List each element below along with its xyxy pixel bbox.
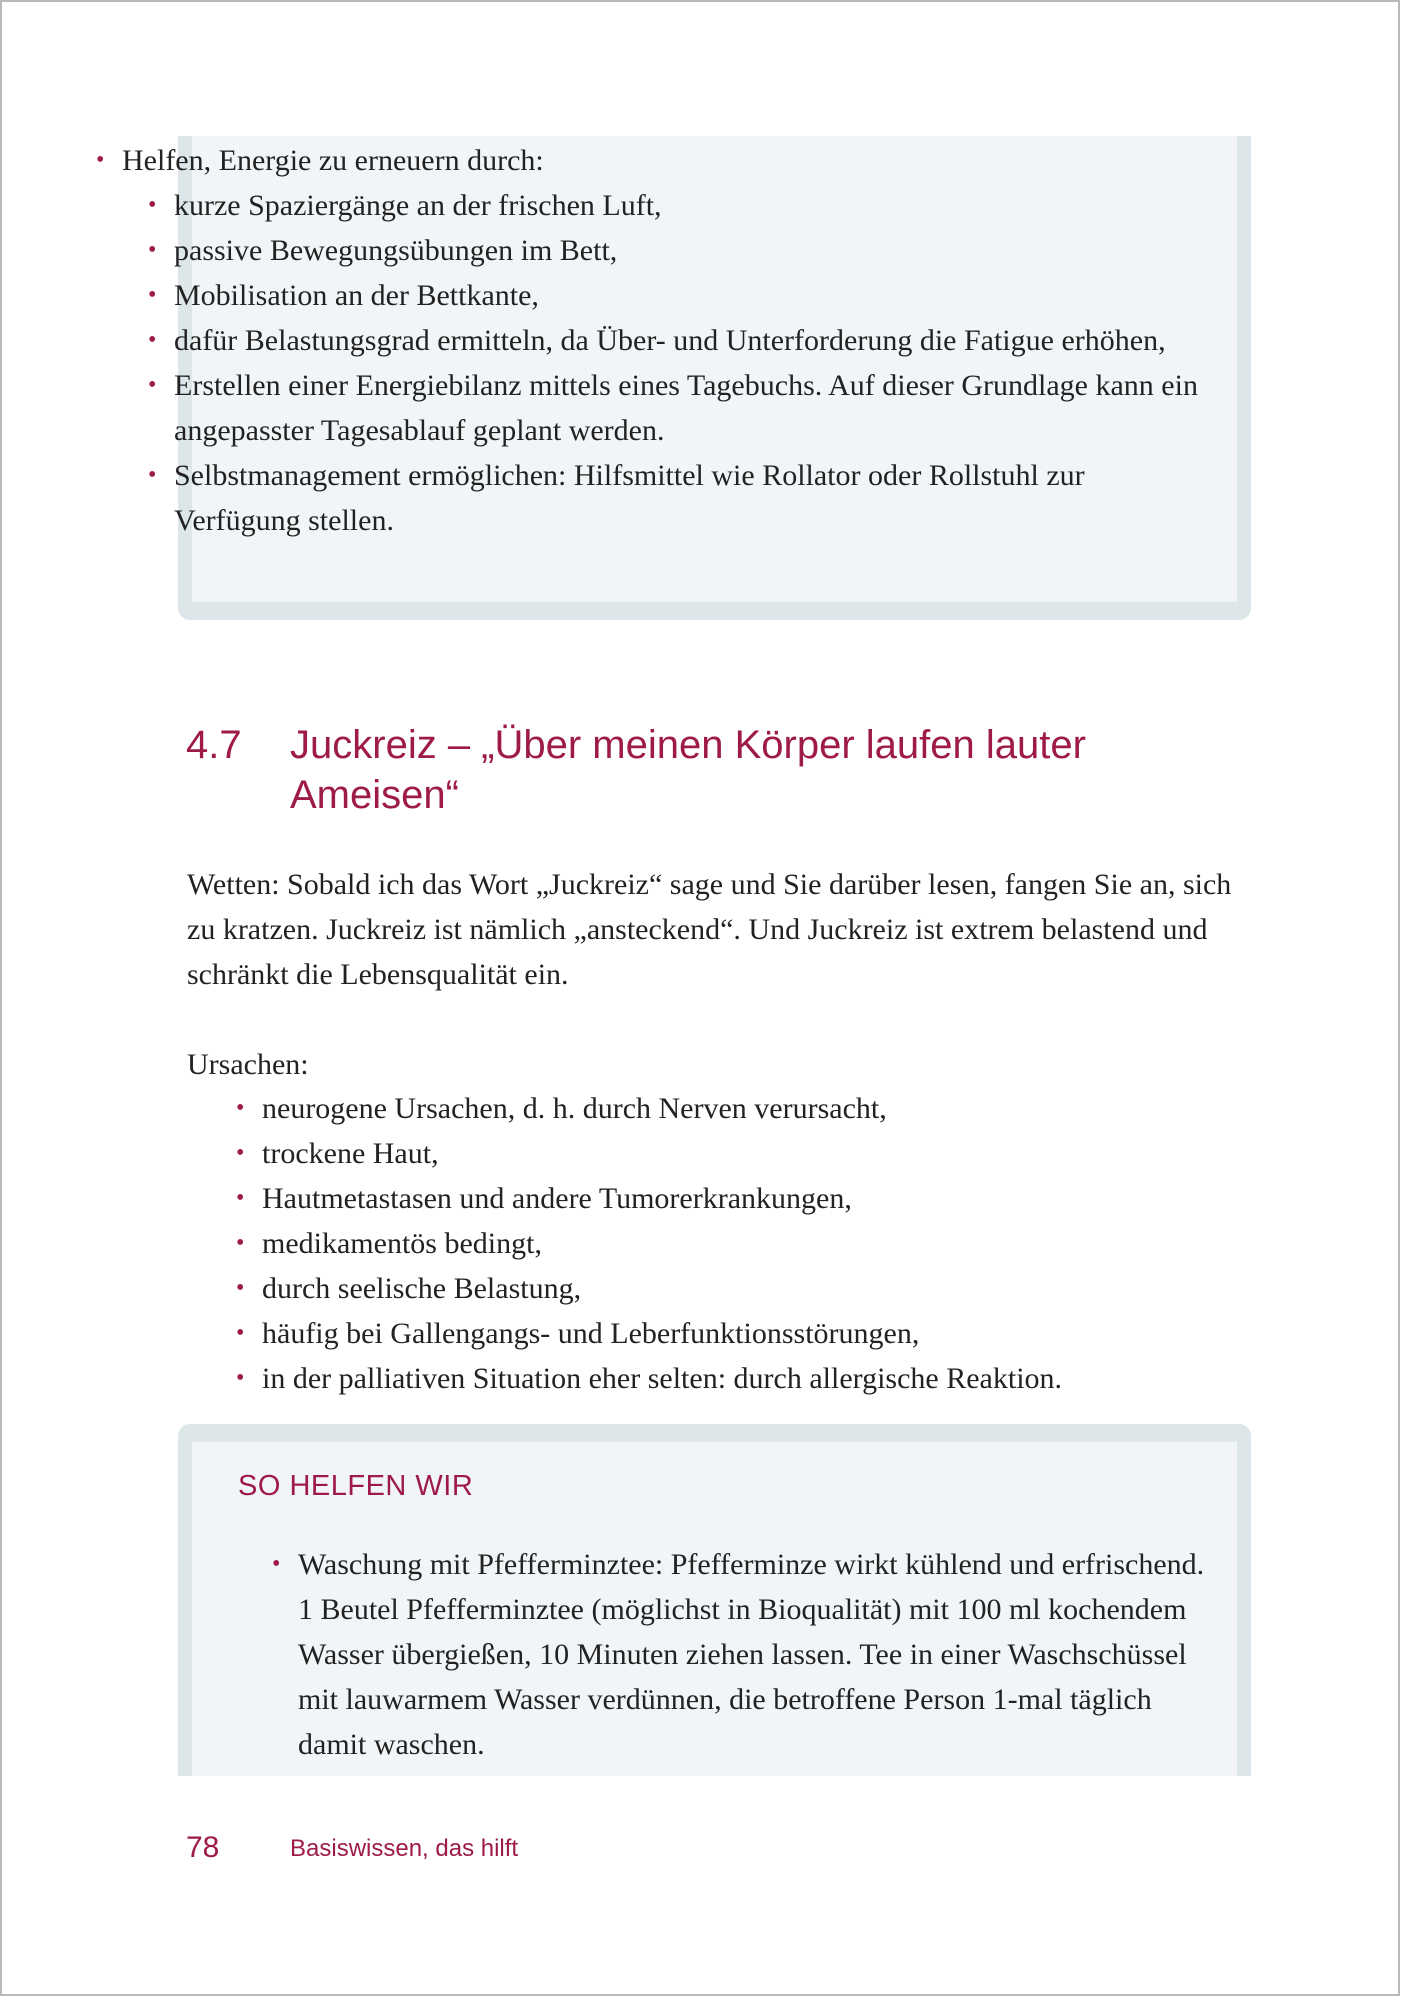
energy-sub-list	[148, 183, 1216, 543]
section-number: 4.7	[186, 723, 242, 767]
list-item: • Selbstmanagement ermöglichen: Hilfsmittel wie Rollator oder Rollstuhl zur Verfügung stellen.	[148, 453, 1216, 543]
list-item: • in der palliativen Situation eher selten: durch allergische Reaktion.	[236, 1356, 1246, 1401]
list-item: • passive Bewegungsübungen im Bett,	[148, 228, 1216, 273]
page-number: 78	[186, 1831, 220, 1864]
intro-paragraph: Wetten: Sobald ich das Wort „Juckreiz“ sage und Sie darüber lesen, fangen Sie an, sich zu kratzen. Juckreiz ist nämlich „ansteckend“. Und Juckreiz ist extrem belastend und schränkt die Lebensqualität ein.	[187, 868, 1232, 991]
causes-list	[236, 1086, 1246, 1401]
info-box-continued-content	[96, 138, 1216, 543]
list-item	[96, 138, 1216, 543]
section-title: Juckreiz – „Über meinen Körper laufen lauter Ameisen“	[290, 723, 1086, 817]
help-box-title: SO HELFEN WIR	[238, 1470, 474, 1502]
list-item: • Waschung mit Pfefferminztee: Pfefferminze wirkt kühlend und erfrischend. 1 Beutel Pfefferminztee (möglichst in Bioqualität) mit 100 ml kochendem Wasser übergießen, 10 Minuten ziehen lassen. Tee in einer Waschschüssel mit lauwarmem Wasser verdünnen, die betroffene Person 1-mal täglich damit waschen.	[272, 1542, 1212, 1767]
list-item: • Hautmetastasen und andere Tumorerkrankungen,	[236, 1176, 1246, 1221]
list-item: • medikamentös bedingt,	[236, 1221, 1246, 1266]
list-item: • häufig bei Gallengangs- und Leberfunktionsstörungen,	[236, 1311, 1246, 1356]
list-item: • durch seelische Belastung,	[236, 1266, 1246, 1311]
list-item: • Erstellen einer Energiebilanz mittels eines Tagebuchs. Auf dieser Grundlage kann ein angepasster Tagesablauf geplant werden.	[148, 363, 1216, 453]
list-item-text: Helfen, Energie zu erneuern durch:	[122, 144, 544, 177]
list-item: • kurze Spaziergänge an der frischen Luft,	[148, 183, 1216, 228]
help-list	[272, 1542, 1212, 1767]
list-item: • neurogene Ursachen, d. h. durch Nerven verursacht,	[236, 1086, 1246, 1131]
running-title: Basiswissen, das hilft	[290, 1835, 519, 1862]
list-item: • dafür Belastungsgrad ermitteln, da Über- und Unterforderung die Fatigue erhöhen,	[148, 318, 1216, 363]
list-item: • trockene Haut,	[236, 1131, 1246, 1176]
causes-label: Ursachen:	[187, 1048, 309, 1081]
list-item: • Mobilisation an der Bettkante,	[148, 273, 1216, 318]
energy-list	[96, 138, 1216, 543]
